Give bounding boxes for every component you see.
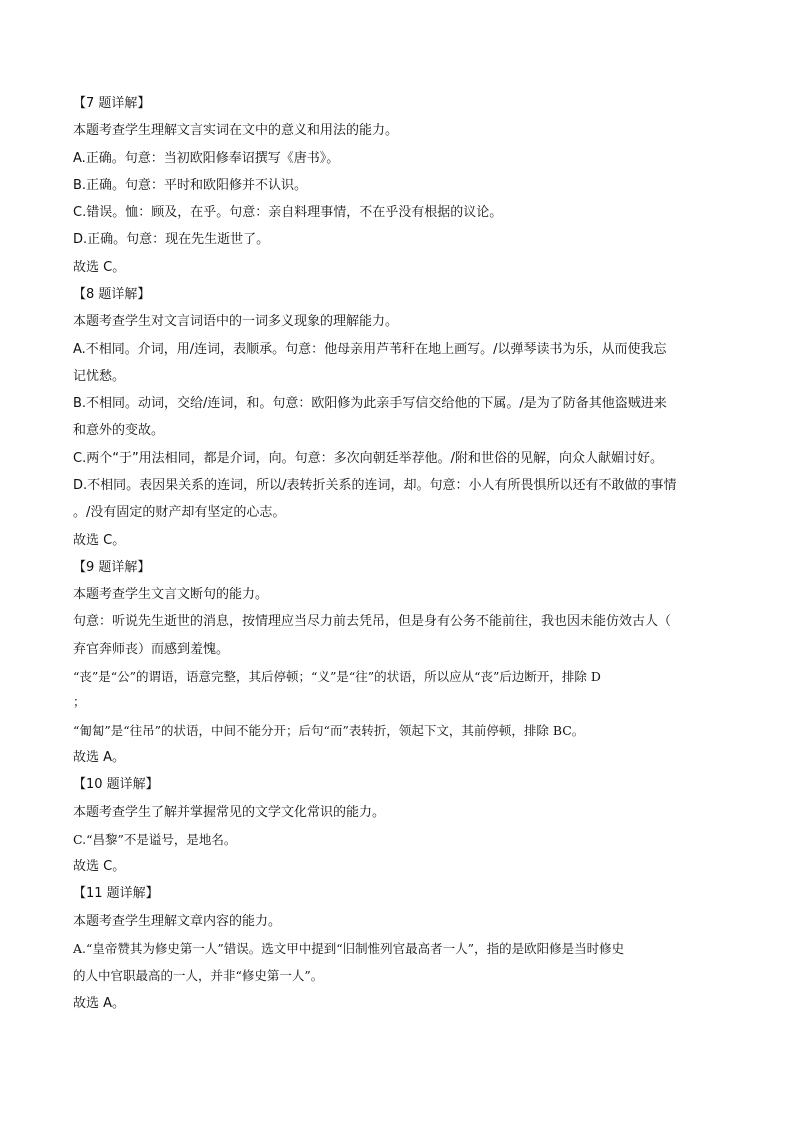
q11-answer: 故选 A。 — [73, 996, 126, 1011]
q8-option-c: C.两个“于”用法相同，都是介词，向。句意：多次向朝廷举荐他。/附和世俗的见解，向众人献媚讨好。 — [73, 451, 664, 466]
q9-analysis-line2: “匍匐”是“往吊”的状语，中间不能分开；后句“而”表转折，领起下文，其前停顿，排除 BC。 — [73, 723, 585, 738]
q11-option-a-line2: 的人中官职最高的一人，并非“修史第一人”。 — [73, 968, 324, 983]
q8-heading: 【8 题详解】 — [73, 287, 151, 302]
q9-heading: 【9 题详解】 — [73, 560, 151, 575]
q7-option-c: C.错误。恤：顾及，在乎。句意：亲自料理事情，不在乎没有根据的议论。 — [73, 205, 503, 220]
q10-heading: 【10 题详解】 — [73, 777, 159, 792]
q11-heading: 【11 题详解】 — [73, 886, 159, 901]
q8-option-d-line2: 。/没有固定的财产却有坚定的心志。 — [73, 505, 286, 520]
q9-analysis-line1b: ； — [73, 694, 86, 709]
q9-translation-line1: 句意：听说先生逝世的消息，按情理应当尽力前去凭吊，但是身有公务不能前往，我也因未能仿效古人（ — [73, 614, 672, 629]
q8-option-d-line1: D.不相同。表因果关系的连词，所以/表转折关系的连词，却。句意：小人有所畏惧所以还有不敢做的事情 — [73, 478, 677, 493]
q10-answer: 故选 C。 — [73, 859, 126, 874]
q8-option-b-line1: B.不相同。动词，交给/连词，和。句意：欧阳修为此亲手写信交给他的下属。/是为了防备其他盗贼进来 — [73, 396, 667, 411]
q8-option-a-line1: A.不相同。介词，用/连词，表顺承。句意：他母亲用芦苇秆在地上画写。/以弹琴读书为乐，从而使我忘 — [73, 342, 667, 357]
q10-option-c: C.“昌黎”不是谥号，是地名。 — [73, 832, 237, 847]
q8-option-a-line2: 记忧愁。 — [73, 369, 126, 384]
q7-answer: 故选 C。 — [73, 260, 126, 275]
q10-intro: 本题考查学生了解并掌握常见的文学文化常识的能力。 — [73, 805, 386, 820]
q7-option-b: B.正确。句意：平时和欧阳修并不认识。 — [73, 178, 308, 193]
q7-intro: 本题考查学生理解文言实词在文中的意义和用法的能力。 — [73, 123, 399, 138]
q7-option-d: D.正确。句意：现在先生逝世了。 — [73, 232, 270, 247]
q9-translation-line2: 弃官奔师丧）而感到羞愧。 — [73, 642, 230, 657]
q11-intro: 本题考查学生理解文章内容的能力。 — [73, 914, 282, 929]
q9-answer: 故选 A。 — [73, 750, 126, 765]
q11-option-a-line1: A.“皇帝赞其为修史第一人”错误。选文甲中提到“旧制惟列官最高者一人”，指的是欧阳修是当时修史 — [73, 941, 625, 956]
q7-heading: 【7 题详解】 — [73, 96, 151, 111]
q9-intro: 本题考查学生文言文断句的能力。 — [73, 587, 269, 602]
q9-analysis-line1: “丧”是“公”的谓语，语意完整，其后停顿；“义”是“往”的状语，所以应从“丧”后边断开，排除 D — [73, 669, 601, 684]
q8-option-b-line2: 和意外的变故。 — [73, 423, 165, 438]
q8-answer: 故选 C。 — [73, 533, 126, 548]
q8-intro: 本题考查学生对文言词语中的一词多义现象的理解能力。 — [73, 314, 399, 329]
q7-option-a: A.正确。句意：当初欧阳修奉诏撰写《唐书》。 — [73, 151, 340, 166]
